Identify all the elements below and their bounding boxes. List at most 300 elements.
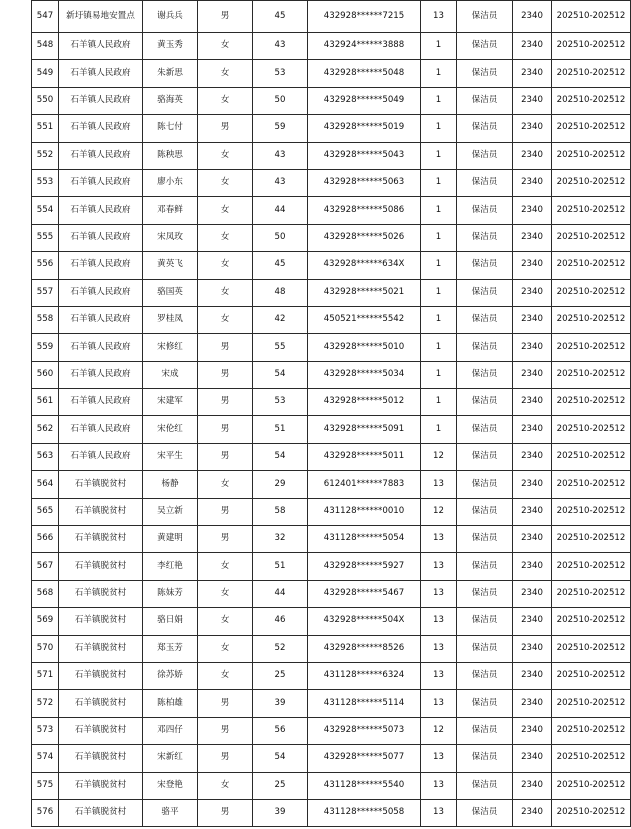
subsidy-amount-cell: 2340 (513, 224, 552, 251)
row-number-cell: 557 (32, 279, 59, 306)
employer-unit-cell: 石羊镇人民政府 (59, 87, 143, 114)
age-cell: 45 (253, 252, 308, 279)
table-row (32, 169, 631, 196)
position-cell: 保洁员 (457, 252, 513, 279)
subsidy-period-cell: 202510-202512 (552, 334, 631, 361)
gender-cell: 男 (198, 389, 253, 416)
employer-unit-cell: 石羊镇人民政府 (59, 361, 143, 388)
worker-name-cell: 宋凤玫 (143, 224, 198, 251)
months-cell: 13 (421, 526, 457, 553)
row-number-cell: 563 (32, 443, 59, 470)
position-cell: 保洁员 (457, 745, 513, 772)
table-row (32, 33, 631, 60)
subsidy-period-cell: 202510-202512 (552, 279, 631, 306)
employer-unit-cell: 石羊镇脱贫村 (59, 526, 143, 553)
gender-cell: 女 (198, 580, 253, 607)
employer-unit-cell: 石羊镇脱贫村 (59, 772, 143, 799)
subsidy-period-cell: 202510-202512 (552, 717, 631, 744)
employer-unit-cell: 石羊镇脱贫村 (59, 608, 143, 635)
gender-cell: 女 (198, 471, 253, 498)
worker-name-cell: 罗桂凤 (143, 306, 198, 333)
table-row (32, 224, 631, 251)
row-number-cell: 576 (32, 799, 59, 826)
subsidy-amount-cell: 2340 (513, 772, 552, 799)
row-number-cell: 562 (32, 416, 59, 443)
months-cell: 13 (421, 772, 457, 799)
subsidy-period-cell: 202510-202512 (552, 197, 631, 224)
employer-unit-cell: 石羊镇脱贫村 (59, 799, 143, 826)
subsidy-amount-cell: 2340 (513, 334, 552, 361)
months-cell: 13 (421, 690, 457, 717)
months-cell: 13 (421, 471, 457, 498)
table-row (32, 279, 631, 306)
row-number-cell: 555 (32, 224, 59, 251)
subsidy-amount-cell: 2340 (513, 471, 552, 498)
row-number-cell: 574 (32, 745, 59, 772)
row-number-cell: 571 (32, 662, 59, 689)
employer-unit-cell: 石羊镇人民政府 (59, 224, 143, 251)
age-cell: 39 (253, 799, 308, 826)
id-number-cell: 432928******5019 (308, 115, 421, 142)
table-row (32, 608, 631, 635)
gender-cell: 男 (198, 717, 253, 744)
gender-cell: 男 (198, 334, 253, 361)
id-number-cell: 431128******0010 (308, 498, 421, 525)
subsidy-amount-cell: 2340 (513, 662, 552, 689)
employer-unit-cell: 石羊镇人民政府 (59, 142, 143, 169)
months-cell: 1 (421, 60, 457, 87)
gender-cell: 女 (198, 279, 253, 306)
table-row (32, 690, 631, 717)
table-row (32, 1, 631, 33)
table-row (32, 252, 631, 279)
table-row (32, 334, 631, 361)
id-number-cell: 432928******5073 (308, 717, 421, 744)
id-number-cell: 431128******5054 (308, 526, 421, 553)
id-number-cell: 432928******5077 (308, 745, 421, 772)
row-number-cell: 552 (32, 142, 59, 169)
subsidy-period-cell: 202510-202512 (552, 526, 631, 553)
subsidy-amount-cell: 2340 (513, 608, 552, 635)
age-cell: 54 (253, 361, 308, 388)
position-cell: 保洁员 (457, 553, 513, 580)
gender-cell: 男 (198, 361, 253, 388)
gender-cell: 男 (198, 1, 253, 33)
id-number-cell: 432928******634X (308, 252, 421, 279)
worker-name-cell: 骆日娟 (143, 608, 198, 635)
row-number-cell: 553 (32, 169, 59, 196)
subsidy-period-cell: 202510-202512 (552, 471, 631, 498)
worker-name-cell: 骆海英 (143, 87, 198, 114)
worker-name-cell: 廖小东 (143, 169, 198, 196)
gender-cell: 女 (198, 60, 253, 87)
row-number-cell: 551 (32, 115, 59, 142)
id-number-cell: 432928******8526 (308, 635, 421, 662)
table-row (32, 553, 631, 580)
months-cell: 13 (421, 553, 457, 580)
id-number-cell: 432928******5012 (308, 389, 421, 416)
months-cell: 1 (421, 87, 457, 114)
id-number-cell: 432928******5026 (308, 224, 421, 251)
position-cell: 保洁员 (457, 279, 513, 306)
age-cell: 45 (253, 1, 308, 33)
employer-unit-cell: 石羊镇脱贫村 (59, 553, 143, 580)
worker-name-cell: 朱新思 (143, 60, 198, 87)
subsidy-amount-cell: 2340 (513, 87, 552, 114)
worker-name-cell: 宋伦红 (143, 416, 198, 443)
months-cell: 1 (421, 224, 457, 251)
subsidy-amount-cell: 2340 (513, 717, 552, 744)
table-row (32, 772, 631, 799)
worker-name-cell: 李红艳 (143, 553, 198, 580)
worker-name-cell: 陈柏雄 (143, 690, 198, 717)
worker-name-cell: 黄玉秀 (143, 33, 198, 60)
months-cell: 13 (421, 608, 457, 635)
position-cell: 保洁员 (457, 690, 513, 717)
subsidy-period-cell: 202510-202512 (552, 306, 631, 333)
months-cell: 1 (421, 33, 457, 60)
table-row (32, 471, 631, 498)
id-number-cell: 432928******5091 (308, 416, 421, 443)
employer-unit-cell: 石羊镇脱贫村 (59, 471, 143, 498)
subsidy-amount-cell: 2340 (513, 33, 552, 60)
subsidy-amount-cell: 2340 (513, 580, 552, 607)
id-number-cell: 432928******5021 (308, 279, 421, 306)
age-cell: 48 (253, 279, 308, 306)
employer-unit-cell: 石羊镇脱贫村 (59, 498, 143, 525)
age-cell: 25 (253, 662, 308, 689)
subsidy-period-cell: 202510-202512 (552, 580, 631, 607)
id-number-cell: 432928******5034 (308, 361, 421, 388)
row-number-cell: 548 (32, 33, 59, 60)
table-row (32, 498, 631, 525)
gender-cell: 女 (198, 635, 253, 662)
age-cell: 39 (253, 690, 308, 717)
age-cell: 44 (253, 197, 308, 224)
position-cell: 保洁员 (457, 526, 513, 553)
age-cell: 53 (253, 389, 308, 416)
months-cell: 12 (421, 717, 457, 744)
subsidy-amount-cell: 2340 (513, 745, 552, 772)
position-cell: 保洁员 (457, 608, 513, 635)
position-cell: 保洁员 (457, 471, 513, 498)
gender-cell: 女 (198, 197, 253, 224)
age-cell: 44 (253, 580, 308, 607)
age-cell: 42 (253, 306, 308, 333)
position-cell: 保洁员 (457, 1, 513, 33)
worker-name-cell: 宋成 (143, 361, 198, 388)
subsidy-period-cell: 202510-202512 (552, 33, 631, 60)
age-cell: 51 (253, 416, 308, 443)
position-cell: 保洁员 (457, 115, 513, 142)
id-number-cell: 432928******7215 (308, 1, 421, 33)
worker-name-cell: 黄英飞 (143, 252, 198, 279)
row-number-cell: 559 (32, 334, 59, 361)
age-cell: 53 (253, 60, 308, 87)
employer-unit-cell: 石羊镇脱贫村 (59, 635, 143, 662)
table-row (32, 635, 631, 662)
months-cell: 12 (421, 443, 457, 470)
employer-unit-cell: 石羊镇人民政府 (59, 60, 143, 87)
position-cell: 保洁员 (457, 197, 513, 224)
age-cell: 25 (253, 772, 308, 799)
worker-name-cell: 宋建军 (143, 389, 198, 416)
months-cell: 13 (421, 635, 457, 662)
id-number-cell: 432928******5467 (308, 580, 421, 607)
worker-name-cell: 邓春鲜 (143, 197, 198, 224)
subsidy-amount-cell: 2340 (513, 635, 552, 662)
row-number-cell: 568 (32, 580, 59, 607)
id-number-cell: 432928******5043 (308, 142, 421, 169)
gender-cell: 女 (198, 306, 253, 333)
id-number-cell: 432928******5086 (308, 197, 421, 224)
subsidy-amount-cell: 2340 (513, 279, 552, 306)
id-number-cell: 431128******5058 (308, 799, 421, 826)
subsidy-period-cell: 202510-202512 (552, 662, 631, 689)
worker-name-cell: 徐苏娇 (143, 662, 198, 689)
subsidy-period-cell: 202510-202512 (552, 416, 631, 443)
position-cell: 保洁员 (457, 389, 513, 416)
age-cell: 55 (253, 334, 308, 361)
subsidy-amount-cell: 2340 (513, 115, 552, 142)
age-cell: 43 (253, 33, 308, 60)
position-cell: 保洁员 (457, 142, 513, 169)
worker-name-cell: 骆平 (143, 799, 198, 826)
subsidy-amount-cell: 2340 (513, 690, 552, 717)
position-cell: 保洁员 (457, 443, 513, 470)
employer-unit-cell: 石羊镇人民政府 (59, 115, 143, 142)
age-cell: 58 (253, 498, 308, 525)
gender-cell: 男 (198, 115, 253, 142)
row-number-cell: 573 (32, 717, 59, 744)
subsidy-amount-cell: 2340 (513, 306, 552, 333)
employer-unit-cell: 石羊镇脱贫村 (59, 662, 143, 689)
gender-cell: 女 (198, 169, 253, 196)
position-cell: 保洁员 (457, 60, 513, 87)
subsidy-period-cell: 202510-202512 (552, 361, 631, 388)
table-row (32, 60, 631, 87)
subsidy-amount-cell: 2340 (513, 197, 552, 224)
worker-name-cell: 陈妹芳 (143, 580, 198, 607)
subsidy-period-cell: 202510-202512 (552, 608, 631, 635)
gender-cell: 男 (198, 498, 253, 525)
id-number-cell: 432928******5011 (308, 443, 421, 470)
age-cell: 54 (253, 443, 308, 470)
row-number-cell: 569 (32, 608, 59, 635)
table-row (32, 717, 631, 744)
gender-cell: 女 (198, 608, 253, 635)
table-row (32, 526, 631, 553)
subsidy-period-cell: 202510-202512 (552, 389, 631, 416)
subsidy-period-cell: 202510-202512 (552, 635, 631, 662)
roster-body (32, 1, 631, 827)
subsidy-amount-cell: 2340 (513, 142, 552, 169)
age-cell: 52 (253, 635, 308, 662)
subsidy-period-cell: 202510-202512 (552, 498, 631, 525)
employer-unit-cell: 石羊镇人民政府 (59, 389, 143, 416)
months-cell: 1 (421, 115, 457, 142)
months-cell: 1 (421, 279, 457, 306)
table-row (32, 580, 631, 607)
subsidy-period-cell: 202510-202512 (552, 553, 631, 580)
subsidy-period-cell: 202510-202512 (552, 745, 631, 772)
id-number-cell: 432928******5049 (308, 87, 421, 114)
subsidy-amount-cell: 2340 (513, 553, 552, 580)
subsidy-amount-cell: 2340 (513, 60, 552, 87)
position-cell: 保洁员 (457, 87, 513, 114)
row-number-cell: 572 (32, 690, 59, 717)
worker-name-cell: 宋新红 (143, 745, 198, 772)
subsidy-amount-cell: 2340 (513, 498, 552, 525)
position-cell: 保洁员 (457, 33, 513, 60)
subsidy-amount-cell: 2340 (513, 443, 552, 470)
row-number-cell: 561 (32, 389, 59, 416)
position-cell: 保洁员 (457, 334, 513, 361)
age-cell: 46 (253, 608, 308, 635)
subsidy-period-cell: 202510-202512 (552, 690, 631, 717)
table-row (32, 87, 631, 114)
gender-cell: 男 (198, 799, 253, 826)
gender-cell: 女 (198, 252, 253, 279)
table-row (32, 115, 631, 142)
worker-name-cell: 宋平生 (143, 443, 198, 470)
subsidy-period-cell: 202510-202512 (552, 169, 631, 196)
employer-unit-cell: 石羊镇人民政府 (59, 197, 143, 224)
subsidy-amount-cell: 2340 (513, 416, 552, 443)
subsidy-amount-cell: 2340 (513, 169, 552, 196)
months-cell: 13 (421, 799, 457, 826)
age-cell: 54 (253, 745, 308, 772)
table-row (32, 142, 631, 169)
row-number-cell: 560 (32, 361, 59, 388)
employer-unit-cell: 石羊镇脱贫村 (59, 745, 143, 772)
subsidy-period-cell: 202510-202512 (552, 252, 631, 279)
months-cell: 13 (421, 580, 457, 607)
age-cell: 51 (253, 553, 308, 580)
position-cell: 保洁员 (457, 772, 513, 799)
subsidy-period-cell: 202510-202512 (552, 142, 631, 169)
row-number-cell: 556 (32, 252, 59, 279)
gender-cell: 女 (198, 33, 253, 60)
gender-cell: 女 (198, 553, 253, 580)
position-cell: 保洁员 (457, 416, 513, 443)
row-number-cell: 567 (32, 553, 59, 580)
table-row (32, 662, 631, 689)
position-cell: 保洁员 (457, 717, 513, 744)
months-cell: 13 (421, 662, 457, 689)
gender-cell: 女 (198, 224, 253, 251)
id-number-cell: 432928******5010 (308, 334, 421, 361)
employer-unit-cell: 石羊镇脱贫村 (59, 580, 143, 607)
id-number-cell: 432928******5048 (308, 60, 421, 87)
id-number-cell: 432928******5063 (308, 169, 421, 196)
worker-name-cell: 邓四仔 (143, 717, 198, 744)
row-number-cell: 570 (32, 635, 59, 662)
row-number-cell: 547 (32, 1, 59, 33)
subsidy-period-cell: 202510-202512 (552, 60, 631, 87)
gender-cell: 男 (198, 690, 253, 717)
position-cell: 保洁员 (457, 224, 513, 251)
id-number-cell: 612401******7883 (308, 471, 421, 498)
subsidy-period-cell: 202510-202512 (552, 443, 631, 470)
months-cell: 1 (421, 389, 457, 416)
worker-name-cell: 宋登艳 (143, 772, 198, 799)
position-cell: 保洁员 (457, 169, 513, 196)
employer-unit-cell: 新圩镇易地安置点 (59, 1, 143, 33)
worker-roster-table (31, 0, 631, 827)
employer-unit-cell: 石羊镇人民政府 (59, 416, 143, 443)
months-cell: 1 (421, 197, 457, 224)
table-row (32, 799, 631, 826)
position-cell: 保洁员 (457, 799, 513, 826)
id-number-cell: 432924******3888 (308, 33, 421, 60)
age-cell: 32 (253, 526, 308, 553)
table-row (32, 197, 631, 224)
row-number-cell: 575 (32, 772, 59, 799)
worker-name-cell: 谢兵兵 (143, 1, 198, 33)
row-number-cell: 558 (32, 306, 59, 333)
position-cell: 保洁员 (457, 498, 513, 525)
months-cell: 1 (421, 334, 457, 361)
id-number-cell: 431128******6324 (308, 662, 421, 689)
table-row (32, 389, 631, 416)
subsidy-amount-cell: 2340 (513, 389, 552, 416)
gender-cell: 男 (198, 745, 253, 772)
position-cell: 保洁员 (457, 361, 513, 388)
age-cell: 59 (253, 115, 308, 142)
age-cell: 43 (253, 169, 308, 196)
table-row (32, 416, 631, 443)
employer-unit-cell: 石羊镇人民政府 (59, 279, 143, 306)
subsidy-amount-cell: 2340 (513, 361, 552, 388)
age-cell: 50 (253, 87, 308, 114)
age-cell: 56 (253, 717, 308, 744)
months-cell: 1 (421, 306, 457, 333)
months-cell: 1 (421, 169, 457, 196)
months-cell: 12 (421, 498, 457, 525)
worker-name-cell: 宋修红 (143, 334, 198, 361)
worker-name-cell: 郑玉芳 (143, 635, 198, 662)
gender-cell: 男 (198, 443, 253, 470)
table-row (32, 361, 631, 388)
employer-unit-cell: 石羊镇脱贫村 (59, 690, 143, 717)
employer-unit-cell: 石羊镇人民政府 (59, 443, 143, 470)
id-number-cell: 432928******5927 (308, 553, 421, 580)
position-cell: 保洁员 (457, 662, 513, 689)
row-number-cell: 564 (32, 471, 59, 498)
table-row (32, 443, 631, 470)
months-cell: 1 (421, 252, 457, 279)
employer-unit-cell: 石羊镇人民政府 (59, 306, 143, 333)
employer-unit-cell: 石羊镇人民政府 (59, 252, 143, 279)
subsidy-amount-cell: 2340 (513, 1, 552, 33)
worker-name-cell: 陈秧思 (143, 142, 198, 169)
months-cell: 13 (421, 1, 457, 33)
employer-unit-cell: 石羊镇人民政府 (59, 33, 143, 60)
subsidy-amount-cell: 2340 (513, 526, 552, 553)
table-row (32, 745, 631, 772)
position-cell: 保洁员 (457, 635, 513, 662)
months-cell: 1 (421, 361, 457, 388)
id-number-cell: 432928******504X (308, 608, 421, 635)
id-number-cell: 431128******5114 (308, 690, 421, 717)
worker-name-cell: 陈七付 (143, 115, 198, 142)
months-cell: 1 (421, 142, 457, 169)
worker-name-cell: 吴立新 (143, 498, 198, 525)
row-number-cell: 566 (32, 526, 59, 553)
age-cell: 43 (253, 142, 308, 169)
table-row (32, 306, 631, 333)
